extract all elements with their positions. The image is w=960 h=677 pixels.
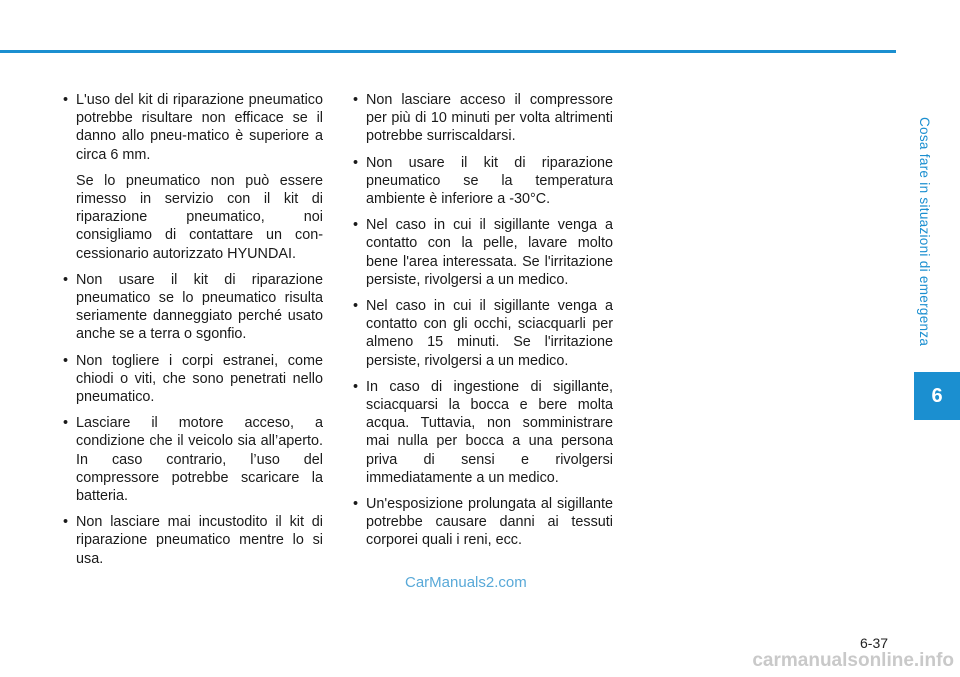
bullet-glyph: • bbox=[353, 496, 359, 513]
bullet-item bbox=[353, 154, 613, 209]
bullet-text: Lasciare il motore acceso, a condizione che il veicolo sia all’aperto. In caso contrario, l’uso del compressore potrebbe scaricare la batteria. bbox=[76, 415, 323, 505]
bullet-text: Non lasciare acceso il compressore per più di 10 minuti per volta altrimenti potrebbe surriscaldarsi. bbox=[366, 92, 613, 145]
bullet-glyph: • bbox=[63, 352, 69, 369]
bullet-glyph: • bbox=[63, 514, 69, 531]
carmanuals-watermark[interactable]: CarManuals2.com bbox=[405, 574, 527, 591]
bullet-glyph: • bbox=[63, 415, 69, 432]
bullet-text: In caso di ingestione di sigillante, sciacquarsi la bocca e bere molta acqua. Tuttavia, non somministrare mai nulla per bocca a una persona priva di sensi e rivolgersi immediatamente a un medico. bbox=[366, 378, 613, 486]
page-number: 6-37 bbox=[860, 635, 889, 651]
bullet-item bbox=[63, 91, 323, 164]
section-side-tab: Cosa fare in situazioni di emergenza bbox=[917, 117, 932, 347]
bullet-glyph: • bbox=[353, 154, 359, 171]
bullet-item bbox=[353, 378, 613, 487]
bullet-item bbox=[353, 216, 613, 289]
bullet-text: L'uso del kit di riparazione pneumatico potrebbe risultare non efficace se il danno allo pneu-matico è superiore a circa 6 mm. bbox=[76, 92, 323, 163]
bullet-item bbox=[63, 513, 323, 568]
bullet-glyph: • bbox=[353, 92, 359, 108]
bullet-glyph: • bbox=[353, 378, 359, 395]
paragraph: Se lo pneumatico non può essere rimesso in servizio con il kit di riparazione pneumatico, noi consigliamo di contattare un con-cessionario autorizzato HYUNDAI. bbox=[76, 172, 323, 262]
bullet-item bbox=[353, 91, 613, 146]
bullet-glyph: • bbox=[353, 217, 359, 234]
bullet-text: Un'esposizione prolungata al sigillante potrebbe causare danni ai tessuti corporei quali i reni, ecc. bbox=[366, 496, 613, 549]
bullet-glyph: • bbox=[353, 298, 359, 315]
header-rule bbox=[0, 50, 896, 53]
chapter-number-badge: 6 bbox=[914, 372, 960, 420]
right-text-column bbox=[353, 91, 613, 558]
bullet-text: Non togliere i corpi estranei, come chiodi o viti, che sono penetrati nello pneumatico. bbox=[76, 352, 323, 406]
bullet-text: Non usare il kit di riparazione pneumatico se lo pneumatico risulta seriamente danneggiato perché usato anche se a terra o sgonfio. bbox=[76, 271, 323, 343]
bullet-text: Non usare il kit di riparazione pneumatico se la temperatura ambiente è inferiore a -30°C. bbox=[366, 154, 613, 208]
bullet-item bbox=[63, 352, 323, 407]
bullet-glyph: • bbox=[63, 271, 69, 288]
bullet-text: Nel caso in cui il sigillante venga a contatto con gli occhi, sciacquarli per almeno 15 minuti. Se l'irritazione persiste, rivolgersi a un medico. bbox=[366, 298, 613, 369]
bullet-text: Non lasciare mai incustodito il kit di riparazione pneumatico mentre lo si usa. bbox=[76, 514, 323, 567]
footer-watermark: carmanualsonline.info bbox=[752, 650, 954, 671]
bullet-item bbox=[353, 297, 613, 370]
bullet-item bbox=[63, 271, 323, 344]
bullet-item bbox=[63, 414, 323, 505]
bullet-text: Nel caso in cui il sigillante venga a contatto con la pelle, lavare molto bene l'area interessata. Se l'irritazione persiste, rivolgersi a un medico. bbox=[366, 217, 613, 288]
left-text-column bbox=[63, 91, 323, 576]
bullet-item bbox=[353, 495, 613, 550]
bullet-glyph: • bbox=[63, 92, 69, 108]
